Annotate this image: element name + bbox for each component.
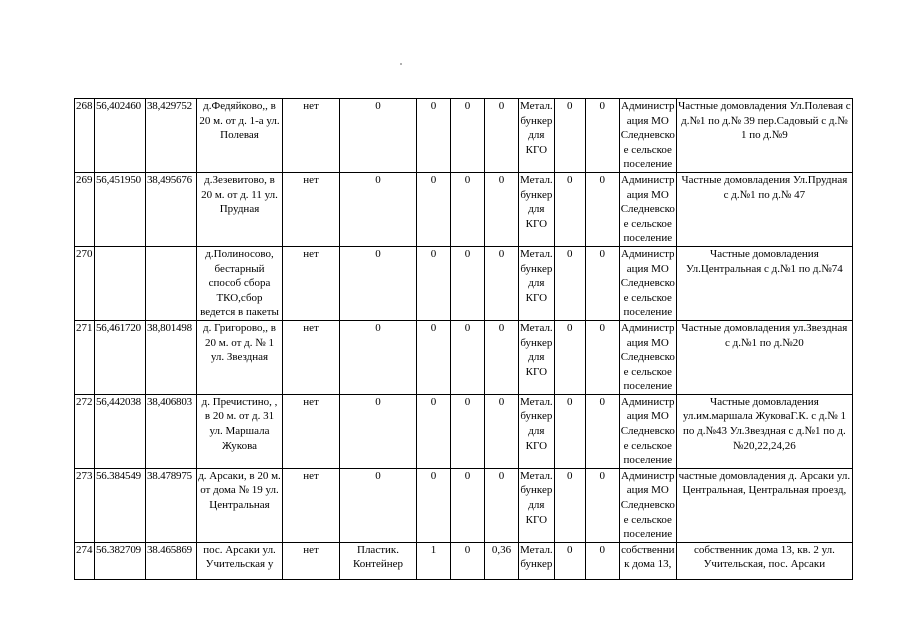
owner-cell: Администр ация МО Следневско е сельское поселение: [619, 246, 676, 320]
container-type-cell: 0: [340, 172, 417, 246]
table-row: [75, 394, 853, 468]
table-row: [75, 246, 853, 320]
container-type-cell: 0: [340, 246, 417, 320]
surface-cell: нет: [283, 99, 340, 173]
volume-cell: 0: [485, 99, 519, 173]
row-number: 272: [75, 394, 95, 468]
bunker-count-cell: 0: [554, 99, 585, 173]
planned-count-cell: 0: [451, 320, 485, 394]
location-cell: д.Зезевитово, в 20 м. от д. 11 ул. Прудная: [197, 172, 283, 246]
bunker-cell: Метал. бункер для КГО: [519, 172, 555, 246]
location-cell: д.Полиносово, бестарный способ сбора ТКО,сбор ведется в пакеты: [197, 246, 283, 320]
volume-cell: 0: [485, 394, 519, 468]
owner-cell: Администр ация МО Следневско е сельское поселение: [619, 320, 676, 394]
waste-sites-table: [74, 98, 853, 580]
location-cell: пос. Арсаки ул. Учительская у: [197, 542, 283, 579]
volume-cell: 0: [485, 320, 519, 394]
table-row: [75, 172, 853, 246]
longitude-cell: 38.478975: [146, 468, 197, 542]
latitude-cell: 56,461720: [95, 320, 146, 394]
volume-cell: 0: [485, 468, 519, 542]
volume-cell: 0: [485, 172, 519, 246]
bunker-volume-cell: 0: [585, 468, 619, 542]
volume-cell: 0: [485, 246, 519, 320]
planned-count-cell: 0: [451, 99, 485, 173]
bunker-cell: Метал. бункер для КГО: [519, 468, 555, 542]
container-count-cell: 0: [417, 99, 451, 173]
latitude-cell: 56,402460: [95, 99, 146, 173]
container-count-cell: 1: [417, 542, 451, 579]
volume-cell: 0,36: [485, 542, 519, 579]
latitude-cell: 56,451950: [95, 172, 146, 246]
longitude-cell: [146, 246, 197, 320]
location-cell: д. Григорово,, в 20 м. от д. № 1 ул. Звездная: [197, 320, 283, 394]
row-number: 268: [75, 99, 95, 173]
bunker-cell: Метал. бункер для КГО: [519, 99, 555, 173]
container-count-cell: 0: [417, 246, 451, 320]
container-count-cell: 0: [417, 320, 451, 394]
row-number: 271: [75, 320, 95, 394]
bunker-volume-cell: 0: [585, 542, 619, 579]
bunker-count-cell: 0: [554, 172, 585, 246]
bunker-count-cell: 0: [554, 246, 585, 320]
table-row: [75, 320, 853, 394]
latitude-cell: [95, 246, 146, 320]
container-type-cell: 0: [340, 394, 417, 468]
surface-cell: нет: [283, 468, 340, 542]
served-area-cell: собственник дома 13, кв. 2 ул. Учительская, пос. Арсаки: [676, 542, 852, 579]
container-count-cell: 0: [417, 172, 451, 246]
longitude-cell: 38,429752: [146, 99, 197, 173]
planned-count-cell: 0: [451, 172, 485, 246]
surface-cell: нет: [283, 320, 340, 394]
scan-dot: [400, 63, 402, 65]
bunker-count-cell: 0: [554, 468, 585, 542]
location-cell: д. Пречистино, , в 20 м. от д. 31 ул. Маршала Жукова: [197, 394, 283, 468]
bunker-cell: Метал. бункер для КГО: [519, 394, 555, 468]
bunker-count-cell: 0: [554, 320, 585, 394]
latitude-cell: 56.384549: [95, 468, 146, 542]
owner-cell: Администр ация МО Следневско е сельское поселение: [619, 172, 676, 246]
table-row: [75, 99, 853, 173]
row-number: 269: [75, 172, 95, 246]
served-area-cell: Частные домовладения Ул.Полевая с д.№1 по д.№ 39 пер.Садовый с д.№ 1 по д.№9: [676, 99, 852, 173]
owner-cell: Администр ация МО Следневско е сельское поселение: [619, 468, 676, 542]
surface-cell: нет: [283, 542, 340, 579]
container-type-cell: Пластик. Контейнер: [340, 542, 417, 579]
owner-cell: Администр ация МО Следневско е сельское поселение: [619, 99, 676, 173]
served-area-cell: Частные домовладения ул.Звездная с д.№1 по д.№20: [676, 320, 852, 394]
surface-cell: нет: [283, 246, 340, 320]
bunker-cell: Метал. бункер: [519, 542, 555, 579]
location-cell: д. Арсаки, в 20 м. от дома № 19 ул. Центральная: [197, 468, 283, 542]
row-number: 274: [75, 542, 95, 579]
planned-count-cell: 0: [451, 394, 485, 468]
served-area-cell: частные домовладения д. Арсаки ул. Центральная, Центральная проезд,: [676, 468, 852, 542]
longitude-cell: 38.465869: [146, 542, 197, 579]
latitude-cell: 56,442038: [95, 394, 146, 468]
table-row: [75, 542, 853, 579]
owner-cell: Администр ация МО Следневско е сельское поселение: [619, 394, 676, 468]
bunker-count-cell: 0: [554, 394, 585, 468]
latitude-cell: 56.382709: [95, 542, 146, 579]
row-number: 273: [75, 468, 95, 542]
owner-cell: собственни к дома 13,: [619, 542, 676, 579]
longitude-cell: 38,406803: [146, 394, 197, 468]
surface-cell: нет: [283, 394, 340, 468]
planned-count-cell: 0: [451, 246, 485, 320]
planned-count-cell: 0: [451, 542, 485, 579]
longitude-cell: 38,495676: [146, 172, 197, 246]
table-row: [75, 468, 853, 542]
bunker-cell: Метал. бункер для КГО: [519, 320, 555, 394]
bunker-volume-cell: 0: [585, 320, 619, 394]
served-area-cell: Частные домовладения ул.им.маршала ЖуковаГ.К. с д.№ 1 по д.№43 Ул.Звездная с д.№1 по д.№20,22,24,26: [676, 394, 852, 468]
longitude-cell: 38,801498: [146, 320, 197, 394]
location-cell: д.Федяйково,, в 20 м. от д. 1-а ул. Полевая: [197, 99, 283, 173]
planned-count-cell: 0: [451, 468, 485, 542]
row-number: 270: [75, 246, 95, 320]
bunker-volume-cell: 0: [585, 99, 619, 173]
container-type-cell: 0: [340, 320, 417, 394]
bunker-cell: Метал. бункер для КГО: [519, 246, 555, 320]
container-count-cell: 0: [417, 394, 451, 468]
bunker-volume-cell: 0: [585, 394, 619, 468]
container-type-cell: 0: [340, 468, 417, 542]
container-count-cell: 0: [417, 468, 451, 542]
served-area-cell: Частные домовладения Ул.Центральная с д.№1 по д.№74: [676, 246, 852, 320]
container-type-cell: 0: [340, 99, 417, 173]
bunker-volume-cell: 0: [585, 172, 619, 246]
bunker-volume-cell: 0: [585, 246, 619, 320]
served-area-cell: Частные домовладения Ул.Прудная с д.№1 по д.№ 47: [676, 172, 852, 246]
surface-cell: нет: [283, 172, 340, 246]
bunker-count-cell: 0: [554, 542, 585, 579]
